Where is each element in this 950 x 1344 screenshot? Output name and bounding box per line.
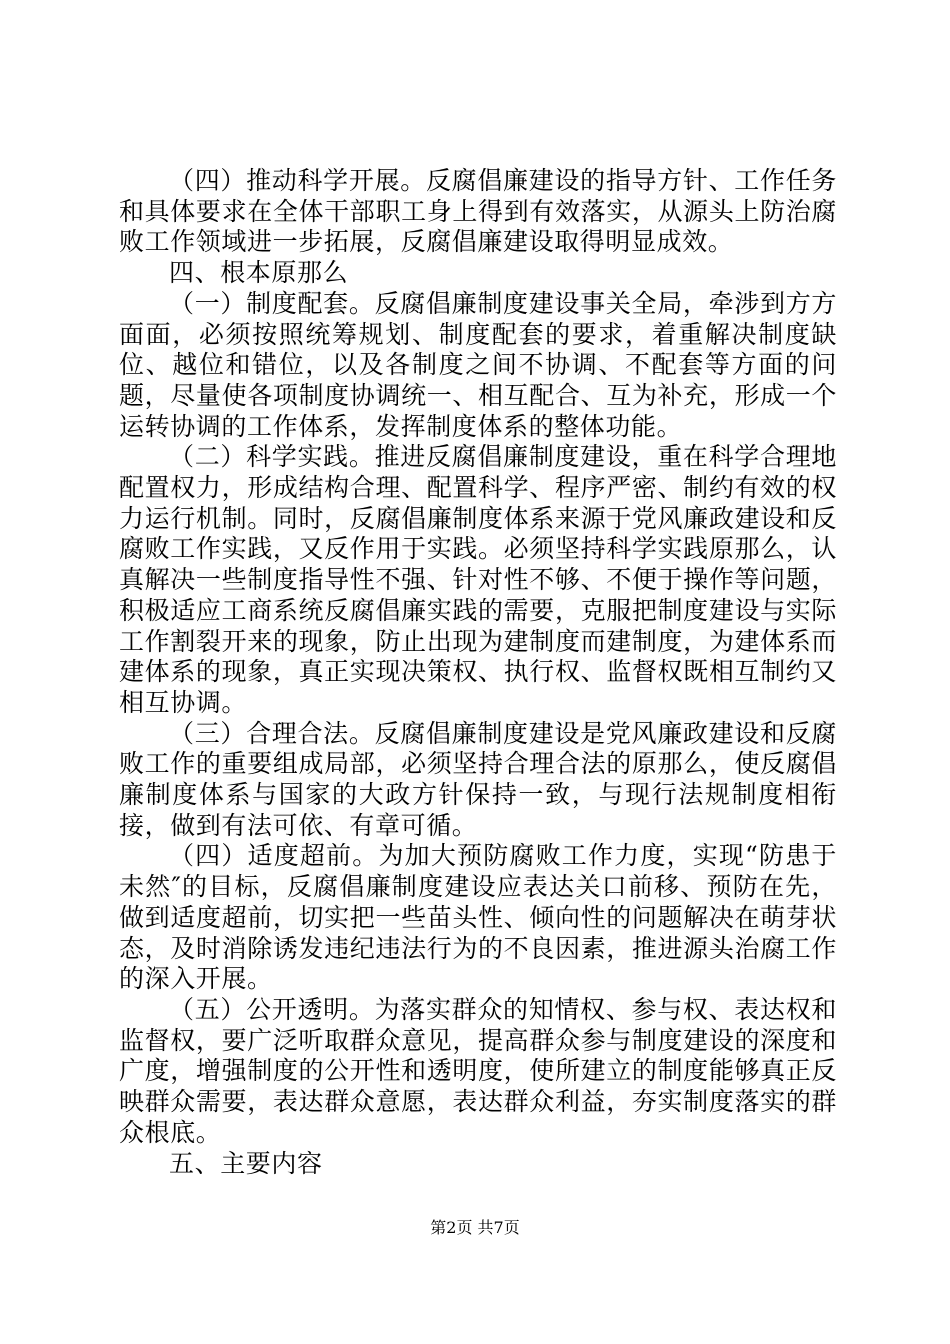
page-number-footer: 第2页 共7页 xyxy=(430,1218,520,1237)
paragraph-reasonable-legal: （三）合理合法。反腐倡廉制度建设是党风廉政建设和反腐败工作的重要组成局部，必须坚持合理合法的原那么，使反腐倡廉制度体系与国家的大政方针保持一致，与现行法规制度相衔接，做到有法可依、有章可循。 xyxy=(119,718,837,840)
section-heading-main-content: 五、主要内容 xyxy=(169,1148,323,1178)
section-heading-basic-principles: 四、根本原那么 xyxy=(169,258,349,288)
paragraph-promote-development: （四）推动科学开展。反腐倡廉建设的指导方针、工作任务和具体要求在全体干部职工身上得到有效落实，从源头上防治腐败工作领域进一步拓展，反腐倡廉建设取得明显成效。 xyxy=(119,166,837,257)
paragraph-open-transparent: （五）公开透明。为落实群众的知情权、参与权、表达权和监督权，要广泛听取群众意见，提高群众参与制度建设的深度和广度，增强制度的公开性和透明度，使所建立的制度能够真正反映群众需要，表达群众意愿，表达群众利益，夯实制度落实的群众根底。 xyxy=(119,994,837,1147)
document-body xyxy=(119,166,837,1179)
paragraph-system-matching: （一）制度配套。反腐倡廉制度建设事关全局，牵涉到方方面面，必须按照统筹规划、制度配套的要求，着重解决制度缺位、越位和错位，以及各制度之间不协调、不配套等方面的问题，尽量使各项制度协调统一、相互配合、互为补充，形成一个运转协调的工作体系，发挥制度体系的整体功能。 xyxy=(119,288,837,441)
paragraph-scientific-practice: （二）科学实践。推进反腐倡廉制度建设，重在科学合理地配置权力，形成结构合理、配置科学、程序严密、制约有效的权力运行机制。同时，反腐倡廉制度体系来源于党风廉政建设和反腐败工作实践，又反作用于实践。必须坚持科学实践原那么，认真解决一些制度指导性不强、针对性不够、不便于操作等问题，积极适应工商系统反腐倡廉实践的需要，克服把制度建设与实际工作割裂开来的现象，防止出现为建制度而建制度，为建体系而建体系的现象，真正实现决策权、执行权、监督权既相互制约又相互协调。 xyxy=(119,442,837,717)
paragraph-moderately-advanced: （四）适度超前。为加大预防腐败工作力度，实现“防患于未然″的目标，反腐倡廉制度建设应表达关口前移、预防在先，做到适度超前，切实把一些苗头性、倾向性的问题解决在萌芽状态，及时消除诱发违纪违法行为的不良因素，推进源头治腐工作的深入开展。 xyxy=(119,841,837,994)
